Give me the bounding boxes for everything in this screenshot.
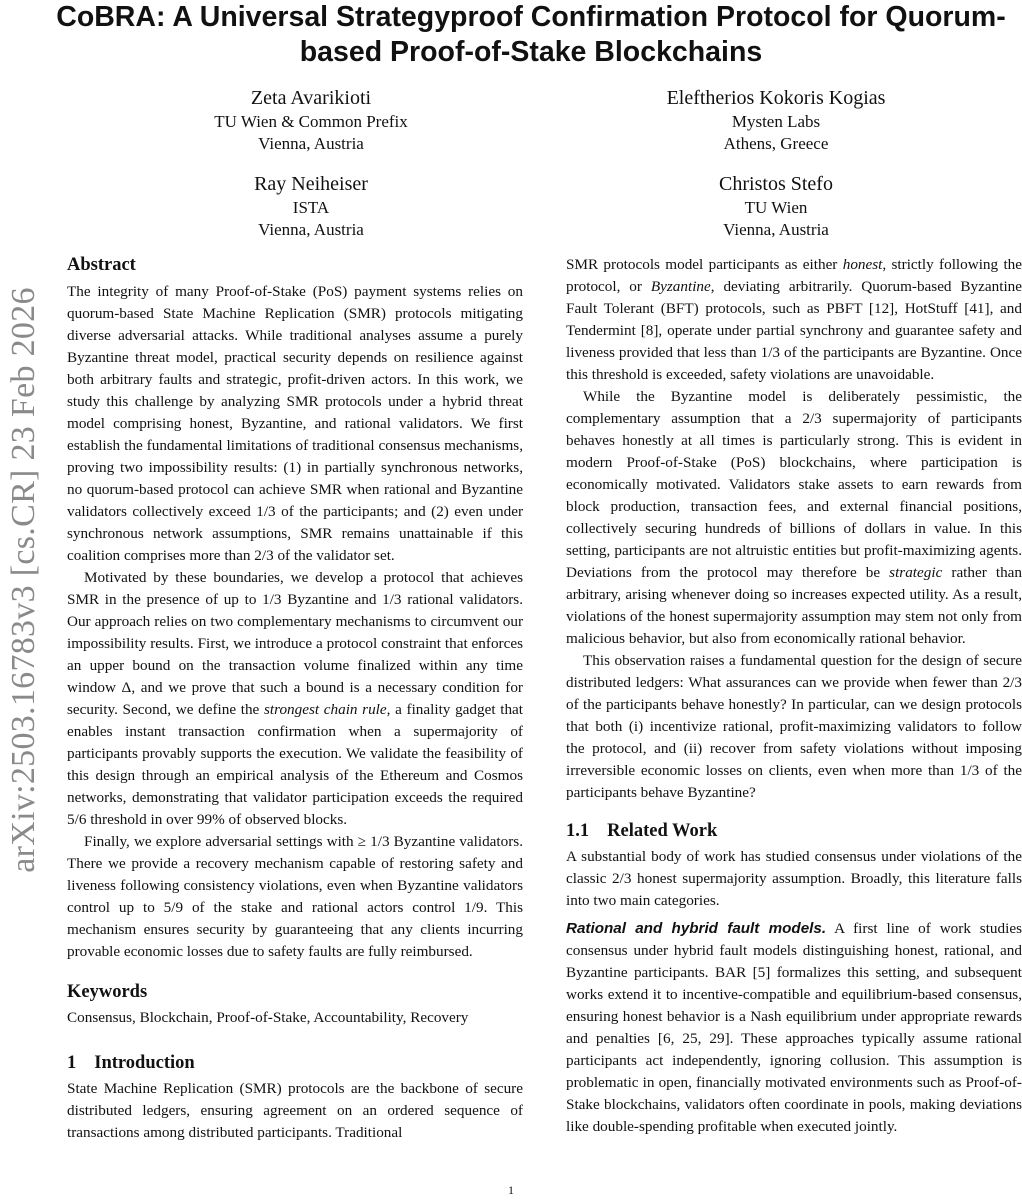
- author-location: Athens, Greece: [723, 133, 829, 153]
- author-affiliation: Mysten Labs: [731, 112, 821, 131]
- related-work-paragraph: A substantial body of work has studied consensus under violations of the classic 2/3 honest supermajority assumption. Broadly, this literature falls into two main categories.: [566, 848, 1022, 909]
- author-name: Christos Stefo: [719, 173, 833, 195]
- author-location: Vienna, Austria: [258, 133, 364, 153]
- author-name: Zeta Avarikioti: [250, 87, 372, 109]
- author-affiliation: TU Wien & Common Prefix: [214, 112, 408, 131]
- author-block: [611, 86, 941, 154]
- author-name: Eleftherios Kokoris Kogias: [666, 87, 886, 109]
- keywords-text: Consensus, Blockchain, Proof-of-Stake, Accountability, Recovery: [67, 1009, 469, 1026]
- author-block: [146, 86, 476, 154]
- body-paragraph: This observation raises a fundamental question for the design of secure distributed ledgers: What assurances can we provide when fewer than 2/3 of the participants behave honestly? In particular, can we design protocols that both (i) incentivize rational, profit-maximizing validators to follow the protocol, and (ii) recover from safety violations without imposing irreversible economic losses on clients, even when more than 1/3 of the participants behave Byzantine?: [566, 652, 1022, 801]
- page-number: 1: [508, 1183, 514, 1197]
- body-paragraph: SMR protocols model participants as either honest, strictly following the protocol, or Byzantine, deviating arbitrarily. Quorum-based Byzantine Fault Tolerant (BFT) protocols, such as PBFT [12], HotStuff [41], and Tendermint [8], operate under partial synchrony and guarantee safety and liveness provided that less than 1/3 of the participants are Byzantine. Once this threshold is exceeded, safety violations are unavoidable.: [566, 256, 1022, 383]
- right-column: [566, 254, 1022, 1138]
- author-location: Vienna, Austria: [723, 219, 829, 239]
- keywords-heading: Keywords: [67, 982, 148, 1002]
- author-name: Ray Neiheiser: [254, 173, 368, 195]
- arxiv-identifier: arXiv:2503.16783v3 [cs.CR] 23 Feb 2026: [5, 287, 42, 873]
- author-block: [611, 172, 941, 240]
- abstract-paragraph: Motivated by these boundaries, we develop a protocol that achieves SMR in the presence of up to 1/3 Byzantine and 1/3 rational validators. Our approach relies on two complementary mechanisms to circumvent our impossibility results. First, we introduce a protocol constraint that enforces an upper bound on the transaction volume finalized within any time window Δ, and we prove that such a bound is a necessary condition for security. Second, we define the strongest chain rule, a finality gadget that enables instant transaction confirmation when a supermajority of participants provably supports the execution. We validate the feasibility of this design through an empirical analysis of the Ethereum and Cosmos networks, demonstrating that validator participation exceeds the required 5/6 threshold in over 99% of observed blocks.: [67, 569, 523, 828]
- related-work-paragraph: Rational and hybrid fault models. A first line of work studies consensus under hybrid fault models distinguishing honest, rational, and Byzantine participants. BAR [5] formalizes this setting, and subsequent works extend it to incentive-compatible and equilibrium-based consensus, ensuring honest behavior is a Nash equilibrium under appropriate rewards and penalties [6, 25, 29]. These approaches typically assume rational participants act independently, ignoring collusion. This assumption is problematic in open, financially motivated environments such as Proof-of-Stake blockchains, validators often coordinate in pools, making deviations like double-spending profitable when executed jointly.: [566, 920, 1022, 1135]
- author-affiliation: ISTA: [292, 198, 330, 217]
- author-location: Vienna, Austria: [258, 219, 364, 239]
- introduction-heading: 1 Introduction: [67, 1053, 195, 1073]
- author-affiliation: TU Wien: [744, 198, 808, 217]
- abstract-paragraph: Finally, we explore adversarial settings with ≥ 1/3 Byzantine validators. There we provide a recovery mechanism capable of restoring safety and liveness following consistency violations, even when Byzantine validators control up to 5/9 of the stake and rational actors control 1/9. This mechanism ensures security by guaranteeing that any clients incurring provable economic losses due to safety faults are fully reimbursed.: [67, 833, 523, 960]
- author-block: [146, 172, 476, 240]
- abstract-heading: Abstract: [67, 255, 136, 275]
- body-paragraph: While the Byzantine model is deliberately pessimistic, the complementary assumption that a 2/3 supermajority of participants behaves honestly at all times is particularly strong. This is evident in modern Proof-of-Stake (PoS) blockchains, where participation is economically motivated. Validators stake assets to earn rewards from block production, transaction fees, and external financial positions, collectively securing hundreds of billions of dollars in value. In this setting, participants are not altruistic entities but profit-maximizing agents. Deviations from the protocol may therefore be strategic rather than arbitrary, arising whenever doing so increases expected utility. As a result, violations of the honest supermajority assumption may stem not only from malicious behavior, but also from economically rational behavior.: [566, 388, 1022, 647]
- abstract-paragraph: The integrity of many Proof-of-Stake (PoS) payment systems relies on quorum-based State Machine Replication (SMR) protocols mitigating diverse adversarial attacks. While traditional analyses assume a purely Byzantine threat model, practical security depends on resilience against both arbitrary faults and strategic, profit-driven actors. In this work, we study this challenge by analyzing SMR protocols under a hybrid threat model comprising honest, Byzantine, and rational validators. We first establish the fundamental limitations of traditional consensus mechanisms, proving two impossibility results: (1) in partially synchronous networks, no quorum-based protocol can achieve SMR when rational and Byzantine validators collectively exceed 1/3 of the participants; and (2) even under synchronous network assumptions, SMR remains unattainable if this coalition comprises more than 2/3 of the validator set.: [67, 283, 523, 564]
- paragraph-title: Rational and hybrid fault models.: [566, 920, 827, 937]
- left-column: [67, 254, 523, 1144]
- introduction-paragraph: State Machine Replication (SMR) protocols are the backbone of secure distributed ledgers, ensuring agreement on an ordered sequence of transactions among distributed participants. Traditional: [67, 1080, 523, 1141]
- paper-title: CoBRA: A Universal Strategyproof Confirmation Protocol for Quorum-based Proof-of-Stake Blockchains: [56, 1, 1006, 68]
- related-work-heading: 1.1 Related Work: [566, 821, 718, 841]
